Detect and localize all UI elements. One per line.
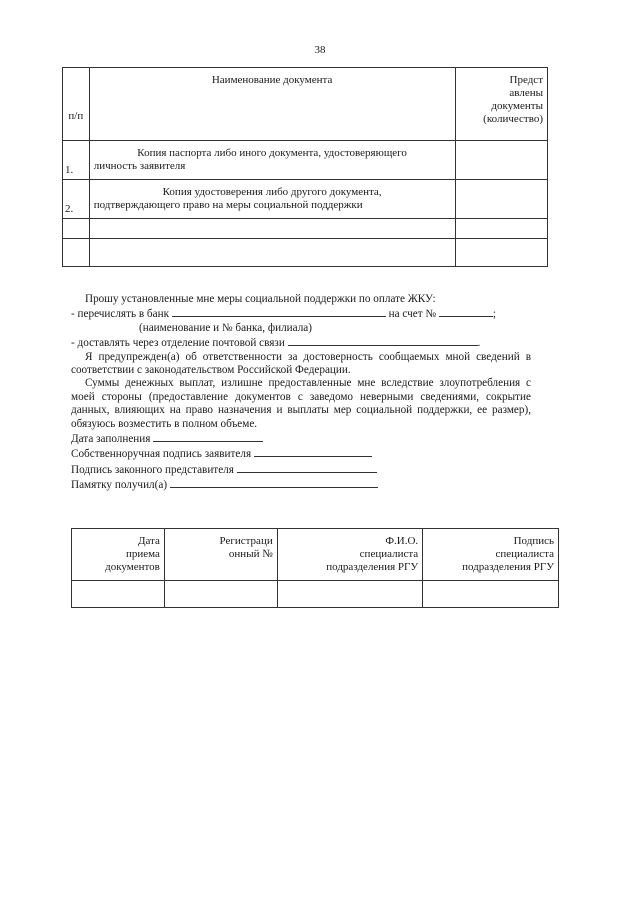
empty-cell[interactable]: [455, 219, 547, 239]
refund-text: Суммы денежных выплат, излишне предоставленные мне вследствие злоупотребления с моей стороны (предоставление документов с заведомо неверными сведениями, сокрытие данных, влияющих на право назначения и выплаты мер социальной поддержки, ее размер), обязуюсь возместить в полном объеме.: [71, 377, 531, 430]
applicant-signature-line: Собственноручная подпись заявителя: [71, 446, 531, 461]
col-registration-number: Регистраци онный №: [164, 529, 277, 581]
date-received-cell[interactable]: [72, 581, 165, 608]
post-office-field[interactable]: [288, 335, 478, 346]
page-number: 38: [314, 44, 326, 56]
header-num: п/п: [63, 68, 90, 141]
bank-hint: (наименование и № банка, филиала): [139, 321, 312, 334]
row-number: 2.: [63, 180, 90, 219]
row-quantity-cell[interactable]: [455, 180, 547, 219]
row-number: 1.: [63, 141, 90, 180]
registration-number-cell[interactable]: [164, 581, 277, 608]
row-document-name: Копия паспорта либо иного документа, удостоверяющего личность заявителя: [89, 141, 455, 180]
row-quantity-cell[interactable]: [455, 141, 547, 180]
specialist-name-cell[interactable]: [277, 581, 422, 608]
empty-cell[interactable]: [455, 239, 547, 267]
empty-row: [63, 239, 548, 267]
bank-name-field[interactable]: [172, 306, 386, 317]
header-document-name: Наименование документа: [89, 68, 455, 141]
memo-signature-field[interactable]: [170, 477, 378, 488]
header-quantity: Предст авлены документы (количество): [455, 68, 547, 141]
representative-signature-field[interactable]: [237, 462, 377, 473]
table-row: [63, 180, 548, 219]
bank-line: - перечислять в банк на счет № ;: [71, 308, 496, 321]
request-text: Прошу установленные мне меры социальной поддержки по оплате ЖКУ:: [85, 293, 436, 305]
empty-row: [63, 219, 548, 239]
application-body: [71, 293, 531, 493]
account-number-field[interactable]: [439, 306, 493, 317]
table-row: [63, 141, 548, 180]
registration-table: [71, 528, 559, 608]
post-line: - доставлять через отделение почтовой связи .: [71, 337, 481, 350]
memo-line: Памятку получил(а): [71, 477, 531, 492]
warning-text: Я предупрежден(а) об ответственности за достоверность сообщаемых мной сведений в соответствии с законодательством Российской Федерации.: [71, 350, 531, 377]
empty-cell[interactable]: [63, 239, 90, 267]
registration-input-row: [72, 581, 559, 608]
applicant-signature-field[interactable]: [254, 446, 372, 457]
documents-table: [62, 67, 548, 267]
col-specialist-name: Ф.И.О. специалиста подразделения РГУ: [277, 529, 422, 581]
documents-table-header: [63, 68, 548, 141]
empty-cell[interactable]: [63, 219, 90, 239]
representative-signature-line: Подпись законного представителя: [71, 462, 531, 477]
date-field[interactable]: [153, 431, 263, 442]
specialist-signature-cell[interactable]: [423, 581, 559, 608]
empty-cell[interactable]: [89, 239, 455, 267]
registration-header-row: [72, 529, 559, 581]
date-line: Дата заполнения: [71, 431, 531, 446]
col-date-received: Дата приема документов: [72, 529, 165, 581]
col-specialist-signature: Подпись специалиста подразделения РГУ: [423, 529, 559, 581]
row-document-name: Копия удостоверения либо другого документа, подтверждающего право на меры социальной поддержки: [89, 180, 455, 219]
empty-cell[interactable]: [89, 219, 455, 239]
